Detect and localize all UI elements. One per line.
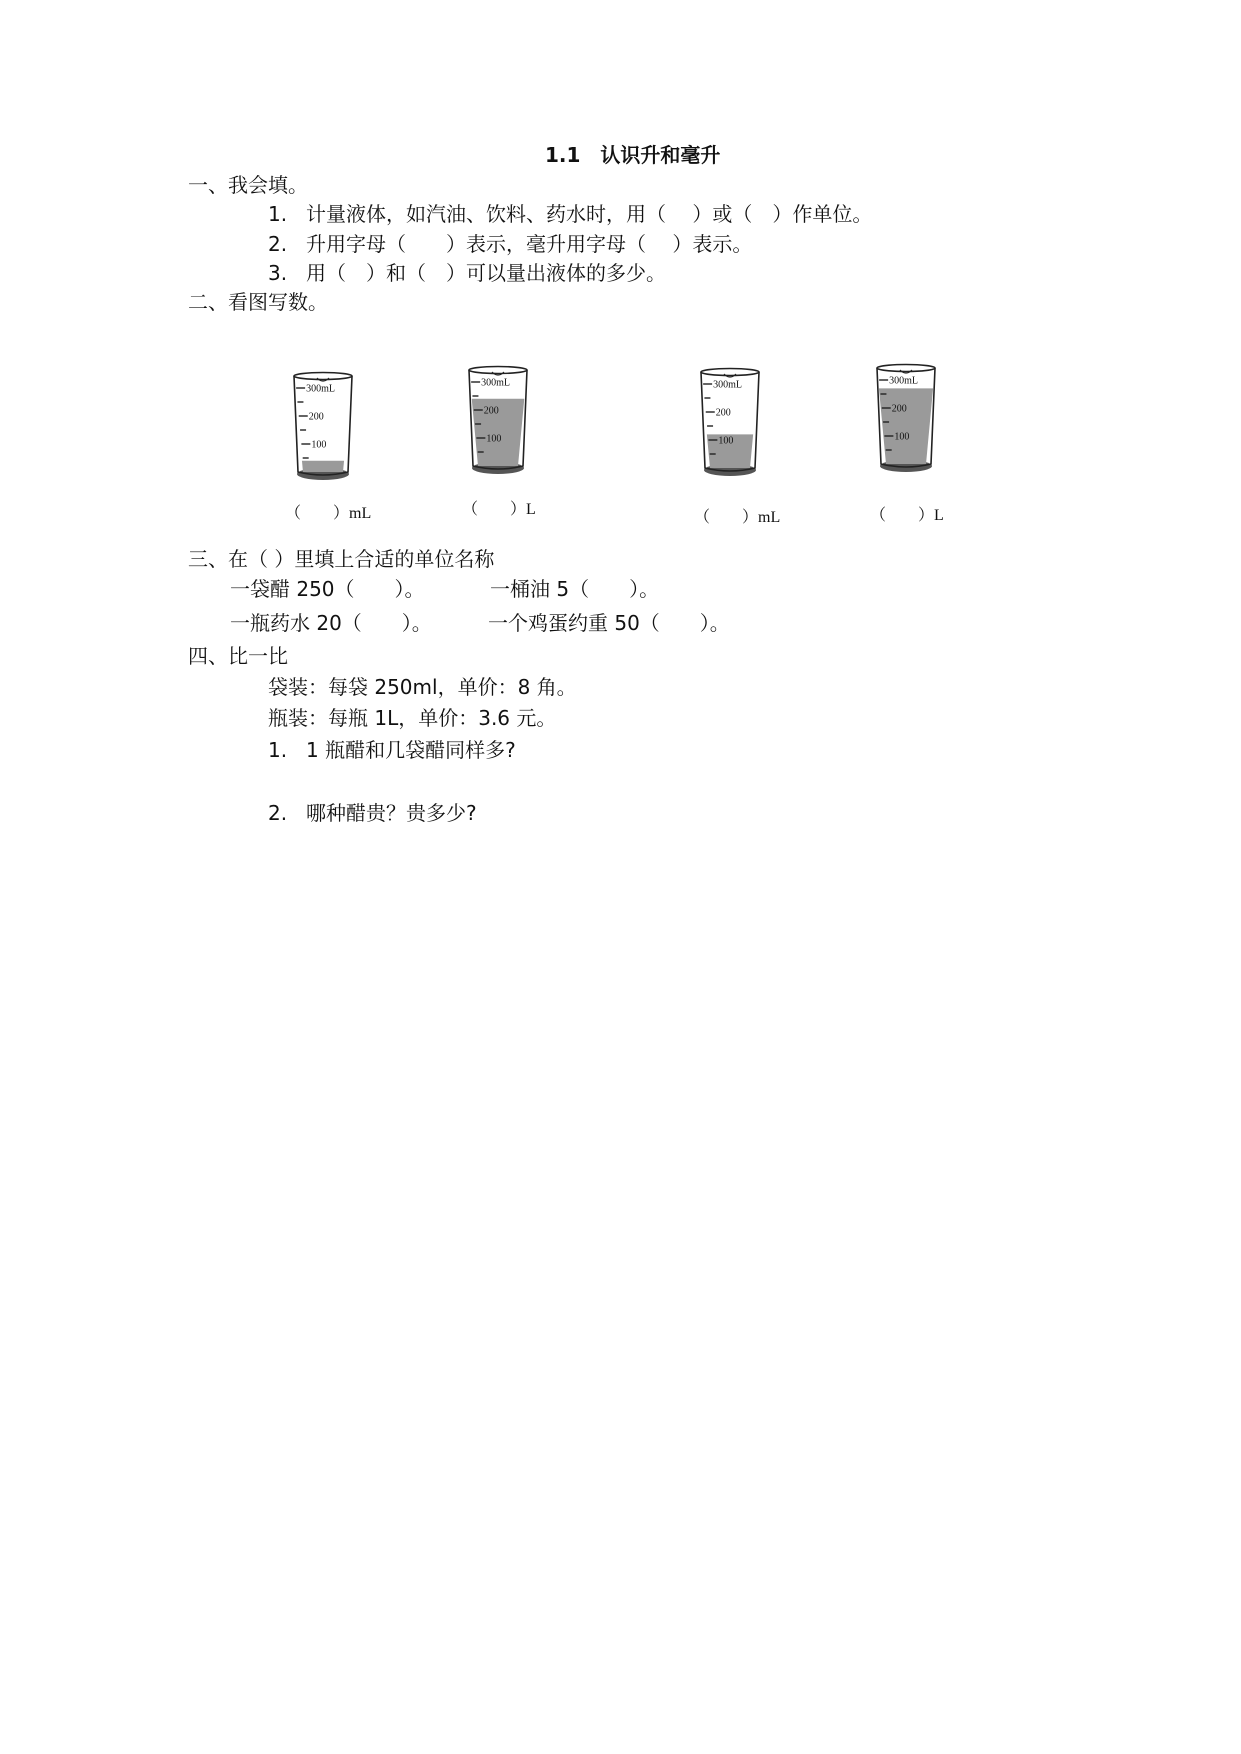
unit-blank-3: 一瓶药水 20（ ）。 xyxy=(230,611,432,635)
question-text: 用（ ）和（ ）可以量出液体的多少。 xyxy=(306,261,666,285)
cup-scale-label: 100 xyxy=(718,435,734,447)
cup-scale-label: 200 xyxy=(891,403,907,415)
cup-rim xyxy=(877,365,935,372)
unit-blank-2: 一桶油 5（ ）。 xyxy=(490,577,660,601)
question-number: 1. xyxy=(268,738,288,762)
question-number: 2. xyxy=(268,801,288,825)
cup-1-caption: （ ）mL xyxy=(285,505,372,522)
section-3-heading: 三、在（ ）里填上合适的单位名称 xyxy=(188,547,495,571)
section-1-heading: 一、我会填。 xyxy=(188,173,308,197)
question-4-1 xyxy=(268,734,516,763)
question-1-1 xyxy=(268,198,872,227)
cup-scale-label: 300mL xyxy=(306,383,336,395)
question-number: 3. xyxy=(268,261,288,285)
question-text: 升用字母（ ）表示，毫升用字母（ ）表示。 xyxy=(306,232,753,256)
cup-3-caption: （ ）mL xyxy=(694,509,781,526)
cup-4-caption: （ ）L xyxy=(870,507,944,524)
cup-scale-label: 300mL xyxy=(713,379,743,391)
bottle-info: 瓶装：每瓶 1L，单价：3.6 元。 xyxy=(268,706,557,730)
question-text: 哪种醋贵？贵多少? xyxy=(306,801,477,825)
page-title: 1.1 认识升和毫升 xyxy=(545,143,721,167)
question-1-2 xyxy=(268,228,752,257)
cup-rim xyxy=(701,369,759,376)
unit-blank-1: 一袋醋 250（ ）。 xyxy=(230,577,425,601)
section-2-heading: 二、看图写数。 xyxy=(188,290,328,314)
cup-scale-label: 100 xyxy=(311,439,327,451)
question-number: 1. xyxy=(268,202,288,226)
cup-2-caption: （ ）L xyxy=(462,501,536,518)
unit-blank-4: 一个鸡蛋约重 50（ ）。 xyxy=(488,611,730,635)
cup-scale-label: 100 xyxy=(894,431,910,443)
question-text: 计量液体，如汽油、饮料、药水时，用（ ）或（ ）作单位。 xyxy=(306,202,873,226)
measuring-cup xyxy=(866,360,946,480)
cup-scale-label: 200 xyxy=(483,405,499,417)
question-text: 1 瓶醋和几袋醋同样多? xyxy=(306,738,516,762)
cup-scale-label: 200 xyxy=(715,407,731,419)
cup-liquid xyxy=(302,461,344,472)
cup-scale-label: 200 xyxy=(308,411,324,423)
cup-scale-label: 300mL xyxy=(889,375,919,387)
measuring-cup xyxy=(458,362,538,482)
section-4-heading: 四、比一比 xyxy=(188,644,288,668)
question-number: 2. xyxy=(268,232,288,256)
cup-scale-label: 100 xyxy=(486,433,502,445)
cup-scale-label: 300mL xyxy=(481,377,511,389)
measuring-cup xyxy=(690,364,770,484)
cup-rim xyxy=(294,373,352,380)
question-4-2 xyxy=(268,797,477,826)
cup-liquid xyxy=(879,388,933,464)
question-1-3 xyxy=(268,257,666,286)
bag-info: 袋装：每袋 250ml，单价：8 角。 xyxy=(268,675,577,699)
measuring-cup xyxy=(283,368,363,488)
cup-rim xyxy=(469,367,527,374)
